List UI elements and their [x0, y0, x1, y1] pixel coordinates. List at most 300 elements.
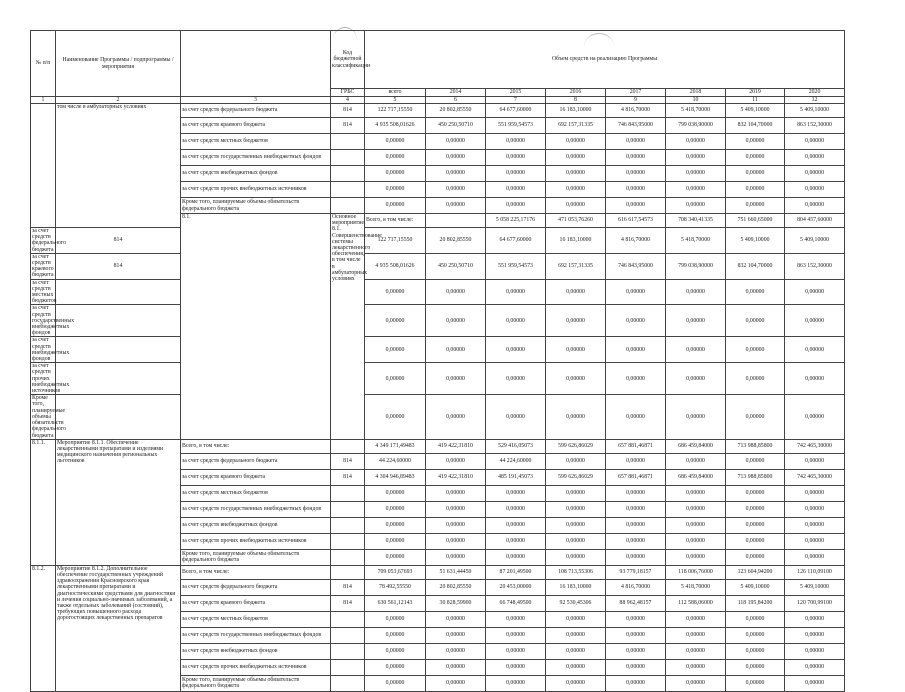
amount-cell: 0,00000: [426, 485, 486, 501]
amount-cell: 692 157,31335: [546, 253, 606, 279]
funding-source: за счет средств местных бюджетов: [181, 611, 331, 627]
amount-cell: 799 038,90000: [666, 118, 726, 134]
amount-cell: 0,00000: [726, 363, 785, 395]
amount-cell: 0,00000: [486, 150, 546, 166]
amount-cell: 0,00000: [486, 533, 546, 549]
year-header: 2016: [546, 89, 606, 97]
grbs-code: [331, 439, 365, 453]
amount-cell: 0,00000: [426, 549, 486, 565]
amount-cell: 0,00000: [426, 453, 486, 469]
grbs-code: [331, 611, 365, 627]
amount-cell: 0,00000: [606, 533, 666, 549]
amount-cell: 123 604,94200: [726, 565, 785, 579]
amount-cell: 5 409,10000: [785, 104, 845, 118]
row-number: 8.1.2.: [31, 565, 56, 691]
amount-cell: 0,00000: [365, 611, 426, 627]
amount-cell: 0,00000: [606, 337, 666, 363]
column-index: 3: [181, 97, 331, 104]
amount-cell: 471 053,76260: [546, 214, 606, 228]
amount-cell: 0,00000: [726, 150, 785, 166]
amount-cell: 5 058 225,17176: [486, 214, 546, 228]
amount-cell: 5 409,10000: [726, 104, 785, 118]
amount-cell: 630 561,12143: [365, 595, 426, 611]
grbs-code: 814: [331, 118, 365, 134]
col-name-header: Наименование Программы / подпрограммы / мероприятия: [56, 31, 181, 97]
amount-cell: 0,00000: [426, 305, 486, 337]
grbs-code: [331, 627, 365, 643]
amount-cell: 0,00000: [546, 305, 606, 337]
amount-cell: 0,00000: [666, 279, 726, 305]
amount-cell: 0,00000: [486, 198, 546, 214]
amount-cell: 0,00000: [365, 659, 426, 675]
amount-cell: 0,00000: [666, 198, 726, 214]
amount-cell: 4 935 508,01626: [365, 253, 426, 279]
grbs-code: [56, 363, 181, 395]
amount-cell: 0,00000: [726, 337, 785, 363]
amount-cell: 692 157,31335: [546, 118, 606, 134]
column-index: 7: [486, 97, 546, 104]
amount-cell: 0,00000: [726, 166, 785, 182]
amount-cell: 122 717,15550: [365, 228, 426, 254]
amount-cell: 118 006,76000: [666, 565, 726, 579]
grbs-code: [331, 533, 365, 549]
program-budget-table: [30, 30, 845, 692]
amount-cell: 0,00000: [666, 675, 726, 691]
amount-cell: 0,00000: [546, 501, 606, 517]
amount-cell: 30 828,59900: [426, 595, 486, 611]
amount-cell: 708 340,41335: [666, 214, 726, 228]
funding-source: Кроме того, планируемые объемы обязательств федерального бюджета: [181, 549, 331, 565]
amount-cell: 450 250,50710: [426, 118, 486, 134]
funding-source: за счет средств краевого бюджета: [181, 118, 331, 134]
funding-source: за счет средств краевого бюджета: [181, 469, 331, 485]
amount-cell: 0,00000: [726, 453, 785, 469]
amount-cell: 5 418,70000: [666, 228, 726, 254]
amount-cell: 0,00000: [726, 659, 785, 675]
amount-cell: 799 038,90000: [666, 253, 726, 279]
amount-cell: 485 191,45073: [486, 469, 546, 485]
amount-cell: 751 660,65000: [726, 214, 785, 228]
amount-cell: 0,00000: [785, 611, 845, 627]
amount-cell: 599 626,86029: [546, 439, 606, 453]
amount-cell: 0,00000: [606, 611, 666, 627]
row-number: [31, 104, 56, 228]
amount-cell: 0,00000: [426, 134, 486, 150]
amount-cell: 0,00000: [666, 453, 726, 469]
amount-cell: 0,00000: [785, 501, 845, 517]
amount-cell: 16 183,10000: [546, 228, 606, 254]
amount-cell: 0,00000: [486, 675, 546, 691]
amount-cell: 0,00000: [666, 517, 726, 533]
amount-cell: 0,00000: [546, 166, 606, 182]
grbs-code: [331, 643, 365, 659]
amount-cell: 0,00000: [606, 150, 666, 166]
funding-source: за счет средств краевого бюджета: [181, 595, 331, 611]
amount-cell: 4 816,70000: [606, 228, 666, 254]
amount-cell: 0,00000: [365, 627, 426, 643]
grbs-code: [331, 166, 365, 182]
amount-cell: 0,00000: [546, 150, 606, 166]
amount-cell: 93 779,18157: [606, 565, 666, 579]
grbs-code: 814: [331, 104, 365, 118]
amount-cell: 0,00000: [785, 337, 845, 363]
amount-cell: 16 183,10000: [546, 579, 606, 595]
grbs-code: [331, 659, 365, 675]
table-row: [31, 279, 845, 305]
funding-source: за счет средств прочих внебюджетных источников: [32, 363, 70, 395]
amount-cell: 0,00000: [486, 166, 546, 182]
column-index: 2: [56, 97, 181, 104]
amount-cell: 0,00000: [666, 166, 726, 182]
amount-cell: 0,00000: [666, 150, 726, 166]
amount-cell: 551 959,54573: [486, 118, 546, 134]
amount-cell: 616 617,54573: [606, 214, 666, 228]
amount-cell: 0,00000: [785, 517, 845, 533]
table-row: [31, 228, 845, 254]
amount-cell: 0,00000: [785, 198, 845, 214]
amount-cell: 0,00000: [606, 395, 666, 439]
amount-cell: 0,00000: [365, 675, 426, 691]
amount-cell: 0,00000: [785, 166, 845, 182]
amount-cell: 0,00000: [546, 485, 606, 501]
amount-cell: 0,00000: [486, 611, 546, 627]
funding-source: за счет средств прочих внебюджетных источников: [181, 533, 331, 549]
grbs-code: [331, 485, 365, 501]
amount-cell: 0,00000: [486, 659, 546, 675]
amount-cell: 0,00000: [486, 279, 546, 305]
amount-cell: 713 988,85800: [726, 469, 785, 485]
funding-source: Кроме того, планируемые объемы обязательств федерального бюджета: [181, 198, 331, 214]
amount-cell: 0,00000: [546, 611, 606, 627]
amount-cell: 0,00000: [486, 182, 546, 198]
column-index: 9: [606, 97, 666, 104]
amount-cell: 0,00000: [426, 501, 486, 517]
amount-cell: 0,00000: [785, 485, 845, 501]
amount-cell: 0,00000: [426, 395, 486, 439]
amount-cell: 0,00000: [365, 485, 426, 501]
amount-cell: 419 422,31810: [426, 469, 486, 485]
table-row: [31, 363, 845, 395]
amount-cell: 0,00000: [365, 279, 426, 305]
funding-source: Всего, в том числе:: [181, 565, 331, 579]
amount-cell: 0,00000: [785, 533, 845, 549]
amount-cell: 657 881,46871: [606, 469, 666, 485]
amount-cell: 0,00000: [785, 643, 845, 659]
funding-source: Кроме того, планируемые объемы обязательств федерального бюджета: [32, 395, 66, 439]
table-row: [31, 305, 845, 337]
amount-cell: 0,00000: [726, 533, 785, 549]
amount-cell: 5 418,70000: [666, 579, 726, 595]
grbs-code: [331, 501, 365, 517]
amount-cell: 0,00000: [546, 549, 606, 565]
amount-cell: 0,00000: [726, 627, 785, 643]
table-body: [31, 104, 845, 692]
col-grbs-code-header: Код бюджетной классификации: [331, 31, 365, 89]
amount-cell: 5 409,10000: [785, 579, 845, 595]
col-num-header: № п/п: [31, 31, 56, 97]
amount-cell: 0,00000: [666, 627, 726, 643]
amount-cell: 0,00000: [365, 166, 426, 182]
amount-cell: 0,00000: [666, 395, 726, 439]
grbs-code: [426, 214, 486, 228]
grbs-code: [331, 675, 365, 691]
amount-cell: 0,00000: [606, 166, 666, 182]
column-index: 11: [726, 97, 785, 104]
amount-cell: 4 304 946,89483: [365, 469, 426, 485]
funding-source: за счет средств краевого бюджета: [32, 253, 54, 279]
amount-cell: 16 183,10000: [546, 104, 606, 118]
amount-cell: 0,00000: [426, 150, 486, 166]
amount-cell: 126 110,09100: [785, 565, 845, 579]
amount-cell: 20 453,00000: [486, 579, 546, 595]
amount-cell: 450 250,50710: [426, 253, 486, 279]
amount-cell: 0,00000: [606, 501, 666, 517]
grbs-code: [56, 337, 181, 363]
amount-cell: 20 802,85550: [426, 228, 486, 254]
amount-cell: 0,00000: [486, 485, 546, 501]
amount-cell: 0,00000: [726, 279, 785, 305]
year-header: всего: [365, 89, 426, 97]
amount-cell: 0,00000: [365, 150, 426, 166]
amount-cell: 0,00000: [726, 305, 785, 337]
activity-name: Мероприятие 8.1.1. Обеспечение лекарственными препаратами и изделиями медицинского назначения региональных льготников: [56, 439, 181, 565]
amount-cell: 863 152,30000: [785, 118, 845, 134]
amount-cell: 0,00000: [785, 395, 845, 439]
amount-cell: 0,00000: [486, 395, 546, 439]
amount-cell: 0,00000: [426, 166, 486, 182]
amount-cell: 0,00000: [365, 363, 426, 395]
amount-cell: 0,00000: [365, 533, 426, 549]
amount-cell: 92 530,45306: [546, 595, 606, 611]
amount-cell: 87 201,49500: [486, 565, 546, 579]
amount-cell: 0,00000: [365, 305, 426, 337]
amount-cell: 78 492,55550: [365, 579, 426, 595]
amount-cell: 0,00000: [486, 501, 546, 517]
year-header: 2019: [726, 89, 785, 97]
table-row: [31, 565, 845, 579]
amount-cell: 0,00000: [666, 485, 726, 501]
row-number: 8.1.: [181, 214, 331, 440]
amount-cell: 88 962,48157: [606, 595, 666, 611]
amount-cell: 0,00000: [426, 533, 486, 549]
grbs-code: [331, 150, 365, 166]
amount-cell: 713 988,85800: [726, 439, 785, 453]
amount-cell: 44 224,60000: [365, 453, 426, 469]
grbs-code: 814: [331, 595, 365, 611]
funding-source: за счет средств федерального бюджета: [181, 579, 331, 595]
col-grbs-header: ГРБС: [331, 89, 365, 97]
col-volume-header: Объем средств на реализацию Программы: [365, 31, 845, 89]
amount-cell: 0,00000: [726, 395, 785, 439]
amount-cell: 0,00000: [606, 675, 666, 691]
amount-cell: 0,00000: [426, 627, 486, 643]
amount-cell: 0,00000: [486, 517, 546, 533]
amount-cell: 0,00000: [785, 363, 845, 395]
amount-cell: 0,00000: [486, 643, 546, 659]
amount-cell: 108 713,55306: [546, 565, 606, 579]
funding-source: за счет средств государственных внебюджетных фондов: [181, 627, 331, 643]
funding-source: за счет средств государственных внебюджетных фондов: [32, 305, 75, 337]
amount-cell: 529 416,05073: [486, 439, 546, 453]
amount-cell: 0,00000: [726, 134, 785, 150]
grbs-code: [56, 395, 181, 439]
funding-source: за счет средств федерального бюджета: [181, 104, 331, 118]
amount-cell: 0,00000: [785, 549, 845, 565]
amount-cell: 0,00000: [666, 611, 726, 627]
table-header: [31, 31, 845, 104]
amount-cell: 419 422,31810: [426, 439, 486, 453]
funding-source: за счет средств государственных внебюджетных фондов: [181, 501, 331, 517]
amount-cell: 0,00000: [666, 659, 726, 675]
amount-cell: 4 816,70000: [606, 579, 666, 595]
funding-source: Всего, в том числе:: [365, 214, 426, 228]
amount-cell: 0,00000: [726, 517, 785, 533]
amount-cell: 0,00000: [546, 533, 606, 549]
amount-cell: 0,00000: [546, 517, 606, 533]
amount-cell: 0,00000: [365, 182, 426, 198]
amount-cell: 0,00000: [365, 501, 426, 517]
year-header: 2020: [785, 89, 845, 97]
amount-cell: 44 224,60000: [486, 453, 546, 469]
grbs-code: 814: [56, 228, 181, 254]
amount-cell: 5 409,10000: [726, 579, 785, 595]
amount-cell: 0,00000: [546, 182, 606, 198]
funding-source: Всего, в том числе:: [181, 439, 331, 453]
amount-cell: 0,00000: [666, 533, 726, 549]
amount-cell: 0,00000: [666, 501, 726, 517]
amount-cell: 0,00000: [785, 305, 845, 337]
amount-cell: 863 152,30000: [785, 253, 845, 279]
year-header: 2014: [426, 89, 486, 97]
amount-cell: 686 459,84000: [666, 439, 726, 453]
amount-cell: 0,00000: [726, 643, 785, 659]
amount-cell: 0,00000: [785, 182, 845, 198]
amount-cell: 64 677,60000: [486, 228, 546, 254]
funding-source: Кроме того, планируемые объемы обязательств федерального бюджета: [181, 675, 331, 691]
amount-cell: 0,00000: [486, 363, 546, 395]
amount-cell: 0,00000: [726, 611, 785, 627]
amount-cell: 4 816,70000: [606, 104, 666, 118]
grbs-code: [331, 182, 365, 198]
amount-cell: 0,00000: [606, 198, 666, 214]
amount-cell: 832 104,70000: [726, 118, 785, 134]
amount-cell: 0,00000: [426, 659, 486, 675]
funding-source: за счет средств федерального бюджета: [32, 228, 66, 253]
amount-cell: 0,00000: [426, 643, 486, 659]
amount-cell: 0,00000: [546, 134, 606, 150]
grbs-code: [331, 517, 365, 533]
amount-cell: 0,00000: [365, 337, 426, 363]
amount-cell: 0,00000: [666, 182, 726, 198]
funding-source: за счет средств внебюджетных фондов: [181, 643, 331, 659]
amount-cell: 0,00000: [546, 675, 606, 691]
column-index: 1: [31, 97, 56, 104]
grbs-code: [331, 565, 365, 579]
table-row: [31, 253, 845, 279]
column-index: 12: [785, 97, 845, 104]
amount-cell: 0,00000: [546, 337, 606, 363]
amount-cell: 746 843,95000: [606, 118, 666, 134]
amount-cell: 0,00000: [365, 134, 426, 150]
amount-cell: 0,00000: [486, 337, 546, 363]
amount-cell: 0,00000: [546, 627, 606, 643]
amount-cell: 20 802,85550: [426, 579, 486, 595]
grbs-code: 814: [331, 469, 365, 485]
amount-cell: 5 409,10000: [785, 228, 845, 254]
table-row: [31, 104, 845, 118]
amount-cell: 0,00000: [365, 643, 426, 659]
grbs-code: [331, 134, 365, 150]
amount-cell: 112 588,06000: [666, 595, 726, 611]
col-source-header: [181, 31, 331, 97]
amount-cell: 551 959,54573: [486, 253, 546, 279]
amount-cell: 0,00000: [365, 198, 426, 214]
amount-cell: 5 418,70000: [666, 104, 726, 118]
amount-cell: 0,00000: [426, 279, 486, 305]
amount-cell: 20 802,85550: [426, 104, 486, 118]
grbs-code: [56, 305, 181, 337]
amount-cell: 0,00000: [785, 627, 845, 643]
amount-cell: 0,00000: [785, 659, 845, 675]
amount-cell: 0,00000: [486, 549, 546, 565]
amount-cell: 118 195,84200: [726, 595, 785, 611]
amount-cell: 804 457,60000: [785, 214, 845, 228]
amount-cell: 657 881,46871: [606, 439, 666, 453]
column-index: 4: [331, 97, 365, 104]
funding-source: за счет средств местных бюджетов: [181, 485, 331, 501]
amount-cell: 0,00000: [785, 675, 845, 691]
amount-cell: 0,00000: [426, 611, 486, 627]
amount-cell: 64 677,60000: [486, 104, 546, 118]
amount-cell: 0,00000: [365, 395, 426, 439]
grbs-code: 814: [56, 253, 181, 279]
column-index: 6: [426, 97, 486, 104]
table-row: [31, 439, 845, 453]
amount-cell: 0,00000: [606, 453, 666, 469]
amount-cell: 0,00000: [726, 182, 785, 198]
amount-cell: 0,00000: [666, 337, 726, 363]
amount-cell: 0,00000: [606, 485, 666, 501]
amount-cell: 0,00000: [606, 549, 666, 565]
amount-cell: 66 748,49500: [486, 595, 546, 611]
year-header: 2018: [666, 89, 726, 97]
amount-cell: 0,00000: [606, 134, 666, 150]
amount-cell: 0,00000: [606, 363, 666, 395]
amount-cell: 5 409,10000: [726, 228, 785, 254]
amount-cell: 0,00000: [546, 643, 606, 659]
amount-cell: 0,00000: [426, 337, 486, 363]
amount-cell: 0,00000: [426, 517, 486, 533]
amount-cell: 0,00000: [365, 549, 426, 565]
grbs-code: [331, 198, 365, 214]
grbs-code: 814: [331, 453, 365, 469]
amount-cell: 120 700,99100: [785, 595, 845, 611]
funding-source: за счет средств прочих внебюджетных источников: [181, 659, 331, 675]
amount-cell: 0,00000: [666, 643, 726, 659]
amount-cell: 0,00000: [785, 134, 845, 150]
amount-cell: 0,00000: [606, 279, 666, 305]
amount-cell: 599 626,86029: [546, 469, 606, 485]
amount-cell: 0,00000: [426, 182, 486, 198]
column-index: 5: [365, 97, 426, 104]
amount-cell: 832 104,70000: [726, 253, 785, 279]
amount-cell: 0,00000: [785, 279, 845, 305]
column-index: 10: [666, 97, 726, 104]
amount-cell: 0,00000: [426, 363, 486, 395]
grbs-code: [56, 279, 181, 305]
funding-source: за счет средств местных бюджетов: [32, 279, 57, 305]
activity-name: том числе в амбулаторных условиях: [56, 104, 181, 228]
